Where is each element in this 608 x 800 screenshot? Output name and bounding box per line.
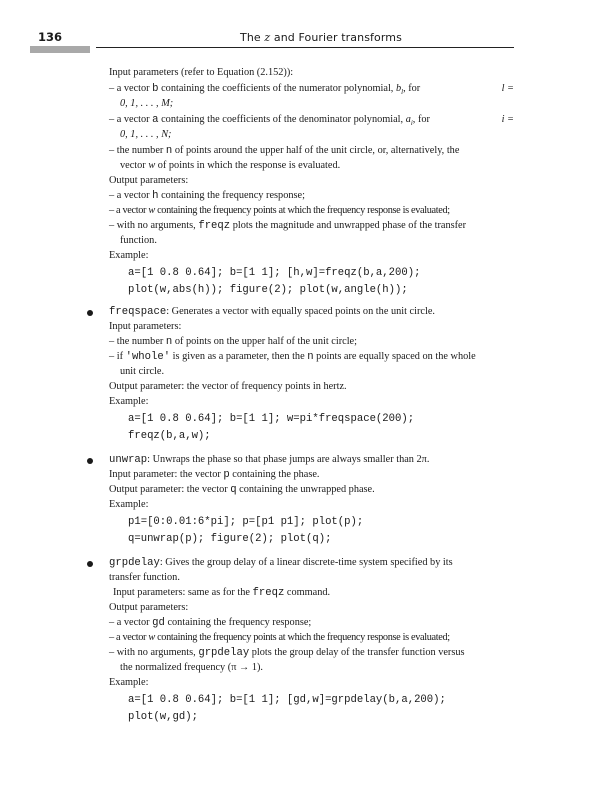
code-run: q <box>230 484 237 496</box>
running-head-post: and Fourier transforms <box>270 31 402 44</box>
text-run: Output parameter: the vector <box>109 484 231 495</box>
code-run: n <box>165 336 173 348</box>
math-run: l = <box>501 83 514 94</box>
text-run: containing the frequency response; <box>164 617 312 628</box>
running-head-pre: The <box>240 31 265 44</box>
unwrap-title <box>109 453 429 467</box>
freqspace-item2 <box>109 350 476 364</box>
text-run: Input parameters: same as for the <box>113 587 253 598</box>
text-run: of points around the upper half of the unit circle, or, alternatively, the <box>172 145 460 156</box>
code-run: n <box>165 145 173 157</box>
function-name: grpdelay <box>109 557 160 569</box>
unwrap-example-label: Example: <box>109 499 149 510</box>
text-run: , for <box>403 83 421 94</box>
code-run: a <box>152 114 159 126</box>
code-run: n <box>307 351 314 363</box>
math-run: i = <box>501 114 514 125</box>
text-run: containing the frequency points at which the frequency response is evaluated; <box>154 632 450 643</box>
bullet-grpdelay <box>87 561 93 567</box>
code-run: p <box>223 469 230 481</box>
code-run: b <box>152 83 159 95</box>
grpdelay-out-w <box>109 631 450 644</box>
function-name: freqspace <box>109 306 167 318</box>
grpdelay-code-line2: plot(w,gd); <box>128 711 198 723</box>
running-head <box>240 31 402 44</box>
bullet-freqspace <box>87 310 93 316</box>
grpdelay-out-noargs-line2: the normalized frequency (π → 1). <box>120 662 264 673</box>
grpdelay-input <box>113 586 330 600</box>
text-run: – with no arguments, <box>109 647 199 658</box>
math-run: b <box>395 83 402 94</box>
grpdelay-code-line1: a=[1 0.8 0.64]; b=[1 1]; [gd,w]=grpdelay(b,a,200); <box>128 694 446 706</box>
freqspace-example-label: Example: <box>109 396 149 407</box>
freqz-a-range: 0, 1, . . . , N; <box>120 129 172 140</box>
freqz-n-item <box>109 144 459 158</box>
text-run: – a vector <box>109 83 153 94</box>
text-run: of points in which the response is evaluated. <box>155 160 341 171</box>
grpdelay-out-noargs <box>109 646 465 660</box>
text-run: containing the frequency points at which the frequency response is evaluated; <box>154 205 450 216</box>
freqspace-item1 <box>109 335 357 349</box>
freqz-out-w <box>109 204 450 217</box>
math-run: a <box>405 114 411 125</box>
code-run: 'whole' <box>125 351 171 363</box>
freqspace-input-heading: Input parameters: <box>109 321 182 332</box>
text-run: containing the coefficients of the denominator polynomial, <box>158 114 406 125</box>
text-run: of points on the upper half of the unit circle; <box>172 336 357 347</box>
freqz-code-line2: plot(w,abs(h)); figure(2); plot(w,angle(h)); <box>128 284 408 296</box>
unwrap-output <box>109 483 375 497</box>
page-number: 136 <box>38 30 63 44</box>
freqspace-title <box>109 305 435 319</box>
freqz-out-noargs-line2: function. <box>120 235 157 246</box>
unwrap-code-line2: q=unwrap(p); figure(2); plot(q); <box>128 533 332 545</box>
freqspace-code-line2: freqz(b,a,w); <box>128 430 211 442</box>
text-run: – if <box>109 351 126 362</box>
bullet-unwrap <box>87 458 93 464</box>
text-run: : Generates a vector with equally spaced points on the unit circle. <box>166 306 435 317</box>
text-run: – a vector <box>109 617 153 628</box>
text-run: – a vector <box>109 632 149 643</box>
text-run: Input parameter: the vector <box>109 469 224 480</box>
text-run: points are equally spaced on the whole <box>313 351 476 362</box>
freqz-output-heading: Output parameters: <box>109 175 189 186</box>
text-run: command. <box>284 587 331 598</box>
unwrap-code-line1: p1=[0:0.01:6*pi]; p=[p1 p1]; plot(p); <box>128 516 364 528</box>
text-run: – with no arguments, <box>109 220 199 231</box>
code-run: grpdelay <box>198 647 250 659</box>
text-run: – a vector <box>109 205 149 216</box>
text-run: , for <box>412 114 430 125</box>
freqspace-code-line1: a=[1 0.8 0.64]; b=[1 1]; w=pi*freqspace(200); <box>128 413 415 425</box>
text-run: is given as a parameter, then the <box>170 351 308 362</box>
code-run: gd <box>152 617 165 629</box>
function-name: unwrap <box>109 454 148 466</box>
freqz-out-h <box>109 189 305 203</box>
code-run: h <box>152 190 159 202</box>
text-run: containing the frequency response; <box>158 190 305 201</box>
math-run: w <box>148 205 155 216</box>
text-run: containing the phase. <box>229 469 320 480</box>
text-run: : Unwraps the phase so that phase jumps are always smaller than 2π. <box>147 454 430 465</box>
grpdelay-out-gd <box>109 616 311 630</box>
math-run: w <box>148 160 156 171</box>
freqz-b-range: 0, 1, . . . , M; <box>120 98 174 109</box>
running-head-symbol: z <box>264 31 271 44</box>
freqz-example-label: Example: <box>109 250 149 261</box>
text-run: – the number <box>109 336 166 347</box>
header-rule <box>96 47 514 48</box>
freqspace-output: Output parameter: the vector of frequency points in hertz. <box>109 381 347 392</box>
code-run: freqz <box>198 220 231 232</box>
grpdelay-example-label: Example: <box>109 677 149 688</box>
text-run: : Gives the group delay of a linear discrete-time system specified by its <box>159 557 453 568</box>
grpdelay-title <box>109 556 453 570</box>
code-run: freqz <box>252 587 285 599</box>
unwrap-input <box>109 468 320 482</box>
margin-grey-bar <box>30 46 90 53</box>
text-run: plots the magnitude and unwrapped phase of the transfer <box>230 220 467 231</box>
text-run: containing the unwrapped phase. <box>236 484 375 495</box>
freqz-out-noargs <box>109 219 466 233</box>
freqspace-item2-line2: unit circle. <box>120 366 165 377</box>
text-run: – a vector <box>109 114 153 125</box>
math-sub: i <box>410 119 413 128</box>
grpdelay-title-line2: transfer function. <box>109 572 180 583</box>
text-run: – a vector <box>109 190 153 201</box>
text-run: plots the group delay of the transfer function versus <box>249 647 465 658</box>
math-run: w <box>148 632 155 643</box>
freqz-input-heading: Input parameters (refer to Equation (2.152)): <box>109 67 294 78</box>
text-run: – the number <box>109 145 166 156</box>
freqz-n-item-line2 <box>120 159 340 172</box>
text-run: containing the coefficients of the numerator polynomial, <box>158 83 396 94</box>
math-sub: l <box>401 88 404 97</box>
text-run: vector <box>120 160 149 171</box>
grpdelay-output-heading: Output parameters: <box>109 602 189 613</box>
freqz-code-line1: a=[1 0.8 0.64]; b=[1 1]; [h,w]=freqz(b,a,200); <box>128 267 421 279</box>
